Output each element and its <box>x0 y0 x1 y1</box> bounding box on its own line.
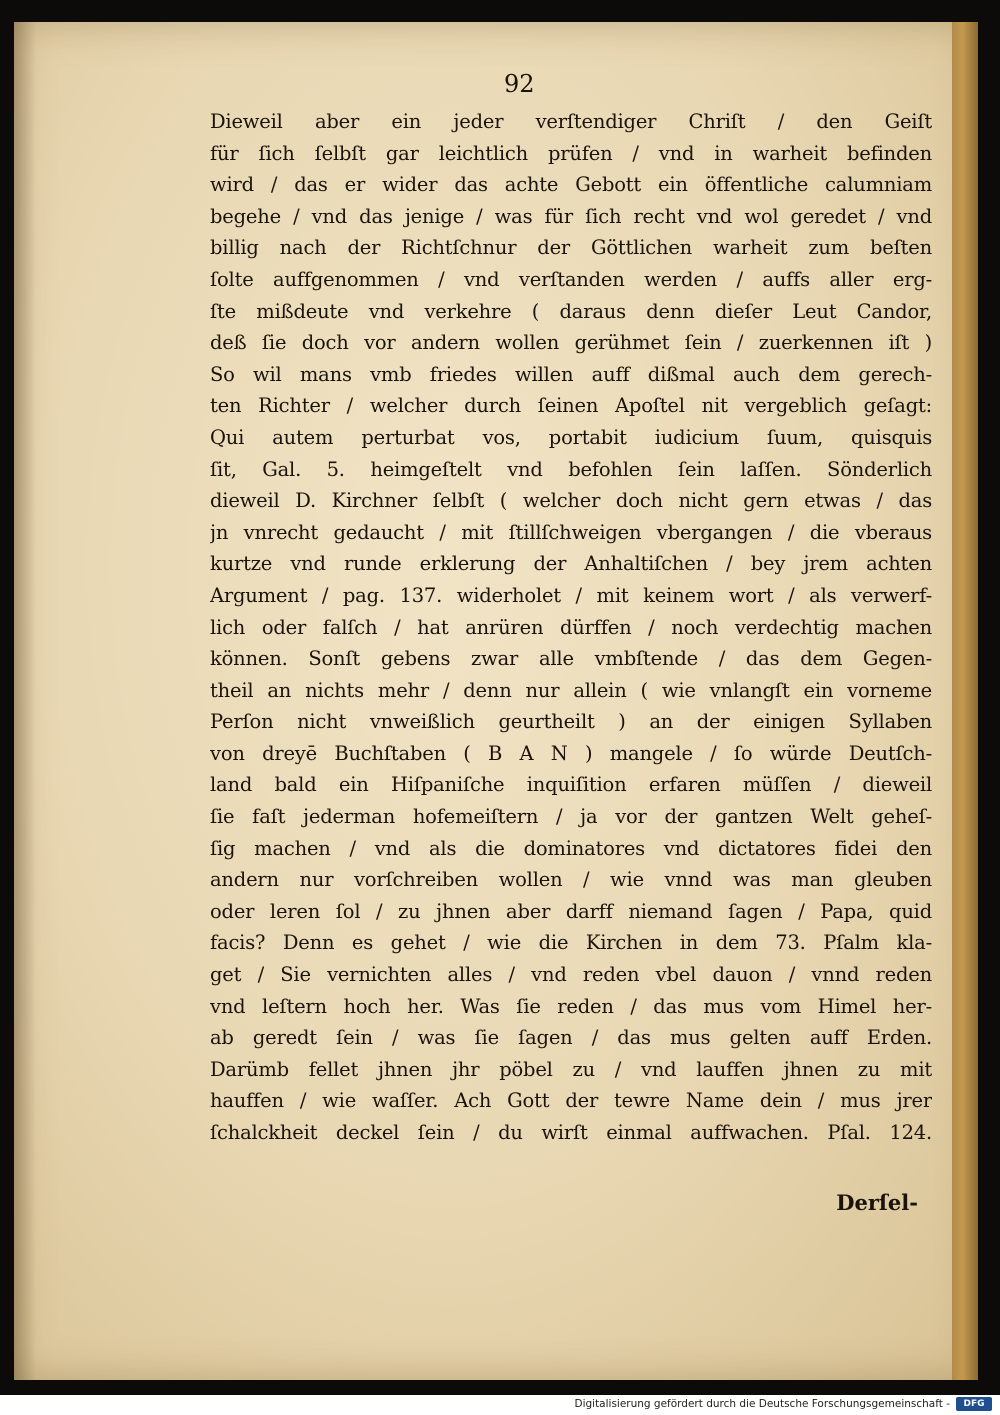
text-line: ſie faſt jederman hofemeiſtern / ja vor der gantzen Welt geheſ- <box>210 805 932 829</box>
text-line: land bald ein Hiſpaniſche inquiſition erfaren müſſen / dieweil <box>210 773 932 797</box>
funding-credit: Digitalisierung gefördert durch die Deutsche Forschungsgemeinschaft - <box>574 1398 950 1410</box>
text-line: für ſich ſelbſt gar leichtlich prüfen / vnd in warheit befinden <box>210 141 932 165</box>
text-line: billig nach der Richtſchnur der Göttlichen warheit zum beſten <box>210 236 932 260</box>
text-line: theil an nichts mehr / denn nur allein ( wie vnlangſt ein vorneme <box>210 678 932 702</box>
page-number: 92 <box>504 70 535 98</box>
dfg-logo[interactable]: DFG <box>956 1397 992 1411</box>
text-line: Perſon nicht vnweißlich geurtheilt ) an der einigen Syllaben <box>210 710 932 734</box>
text-line: andern nur vorſchreiben wollen / wie vnnd was man gleuben <box>210 868 932 892</box>
text-line: hauffen / wie waſſer. Ach Gott der tewre Name dein / mus jrer <box>210 1089 932 1113</box>
book-spine <box>952 22 978 1380</box>
text-line: ſit, Gal. 5. heimgeſtelt vnd befohlen ſein laſſen. Sönderlich <box>210 457 932 481</box>
text-line: Qui autem perturbat vos, portabit iudicium ſuum, quisquis <box>210 425 932 449</box>
text-line: deß ſie doch vor andern wollen gerühmet ſein / zuerkennen iſt ) <box>210 331 932 355</box>
text-line: Dieweil aber ein jeder verſtendiger Chriſt / den Geiſt <box>210 110 932 133</box>
text-line: dieweil D. Kirchner ſelbſt ( welcher doch nicht gern etwas / das <box>210 489 932 513</box>
book-page <box>14 22 978 1380</box>
text-line: begehe / vnd das jenige / was für ſich recht vnd wol geredet / vnd <box>210 204 932 228</box>
text-line: von dreyē Buchſtaben ( B A N ) mangele / ſo würde Deutſch- <box>210 741 932 765</box>
text-line: kurtze vnd runde erklerung der Anhaltiſchen / bey jrem achten <box>210 552 932 576</box>
text-line: ſolte auffgenommen / vnd verſtanden werden / auffs aller erg- <box>210 267 932 291</box>
body-text <box>210 106 932 1149</box>
text-line: get / Sie vernichten alles / vnd reden vbel dauon / vnnd reden <box>210 963 932 987</box>
text-line: facis? Denn es gehet / wie die Kirchen in dem 73. Pſalm kla- <box>210 931 932 955</box>
text-line: oder leren ſol / zu jhnen aber darff niemand ſagen / Papa, quid <box>210 899 932 923</box>
footer-bar <box>0 1395 1000 1415</box>
text-line: So wil mans vmb friedes willen auff dißmal auch dem gerech- <box>210 362 932 386</box>
text-line: lich oder falſch / hat anrüren dürffen / noch verdechtig machen <box>210 615 932 639</box>
text-line: Argument / pag. 137. widerholet / mit keinem wort / als verwerf- <box>210 583 932 607</box>
text-line: jn vnrecht gedaucht / mit ſtillſchweigen vbergangen / die vberaus <box>210 520 932 544</box>
text-line: können. Sonſt gebens zwar alle vmbſtende / das dem Gegen- <box>210 647 932 671</box>
text-line: ſig machen / vnd als die dominatores vnd dictatores fidei den <box>210 836 932 860</box>
text-line: ſte mißdeute vnd verkehre ( daraus denn dieſer Leut Candor, <box>210 299 932 323</box>
text-line: vnd leſtern hoch her. Was ſie reden / das mus vom Himel her- <box>210 994 932 1018</box>
catchword: Derſel- <box>836 1190 918 1215</box>
text-line: wird / das er wider das achte Gebott ein öffentliche calumniam <box>210 173 932 197</box>
text-line: ten Richter / welcher durch ſeinen Apoſtel nit vergeblich geſagt: <box>210 394 932 418</box>
text-line: Darümb fellet jhnen jhr pöbel zu / vnd lauffen jhnen zu mit <box>210 1057 932 1081</box>
text-line: ſchalckheit deckel ſein / du wirſt einmal auffwachen. Pſal. 124. <box>210 1121 932 1144</box>
text-line: ab geredt ſein / was ſie ſagen / das mus gelten auff Erden. <box>210 1026 932 1050</box>
